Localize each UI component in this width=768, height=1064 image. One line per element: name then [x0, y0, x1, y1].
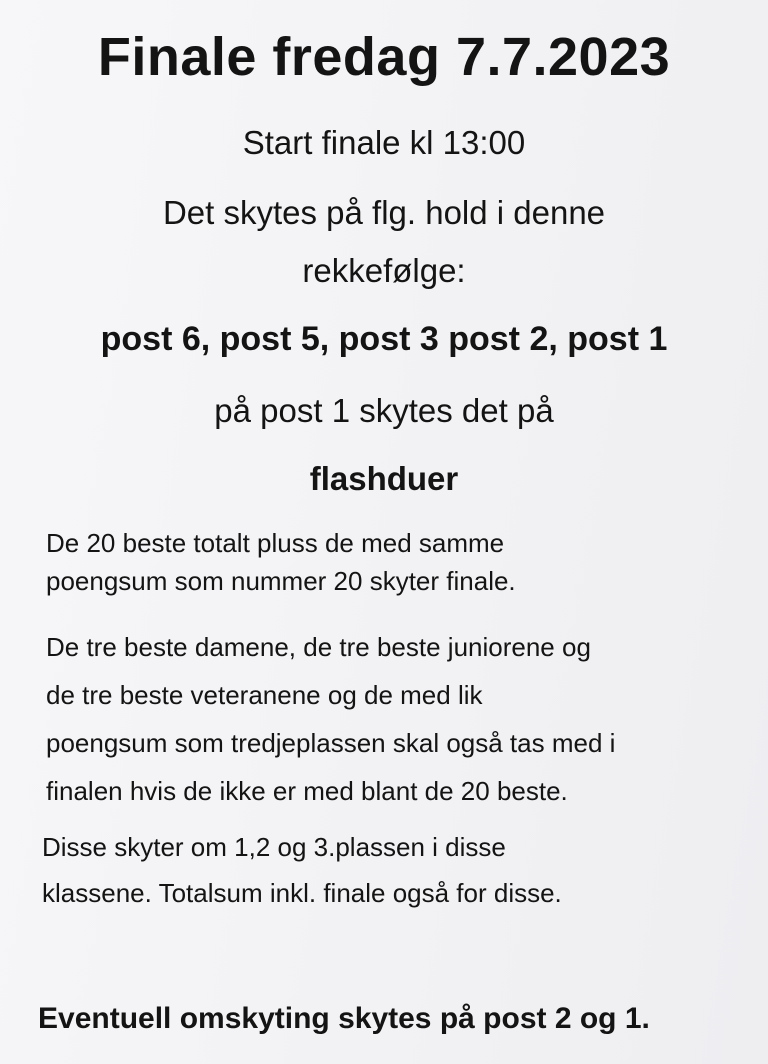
- retry-note: Eventuell omskyting skytes på post 2 og 1.: [38, 1002, 650, 1035]
- paragraph-line: De 20 beste totalt pluss de med samme: [46, 528, 505, 558]
- flashduer-text: flashduer: [309, 460, 459, 497]
- paragraph-line: De tre beste damene, de tre beste juniorene og: [46, 632, 591, 662]
- paragraph-line: poengsum som tredjeplassen skal også tas med i: [46, 728, 616, 758]
- page-title: Finale fredag 7.7.2023: [97, 27, 671, 87]
- order-text-line-2: rekkefølge:: [302, 252, 466, 289]
- post-order-text: post 6, post 5, post 3 post 2, post 1: [100, 320, 668, 358]
- paragraph-line: Disse skyter om 1,2 og 3.plassen i disse: [42, 832, 506, 862]
- start-time-text: Start finale kl 13:00: [242, 124, 526, 161]
- paragraph-line: finalen hvis de ikke er med blant de 20 beste.: [46, 776, 568, 806]
- paragraph-line: klassene. Totalsum inkl. finale også for disse.: [42, 878, 562, 908]
- post1-text: på post 1 skytes det på: [214, 392, 554, 429]
- paragraph-line: poengsum som nummer 20 skyter finale.: [46, 566, 516, 596]
- paragraph-line: de tre beste veteranene og de med lik: [46, 680, 483, 710]
- order-text-line-1: Det skytes på flg. hold i denne: [162, 194, 606, 231]
